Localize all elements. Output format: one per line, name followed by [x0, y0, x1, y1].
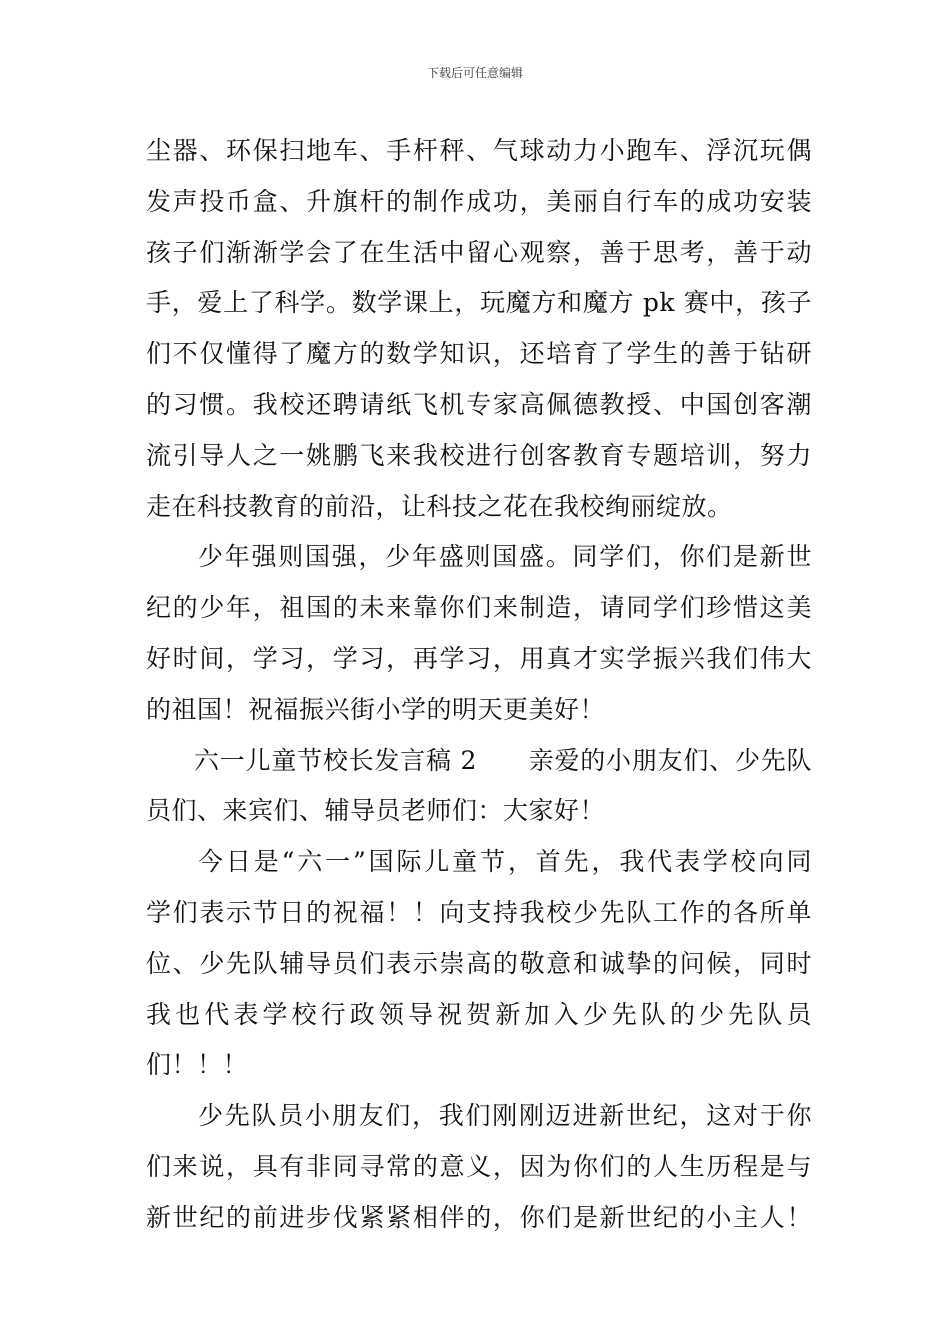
text-line: 的祖国！祝福振兴街小学的明天更美好！	[146, 694, 606, 724]
text-line: 新世纪的前进步伐紧紧相伴的，你们是新世纪的小主人！	[146, 1202, 812, 1232]
text-line: 手，爱上了科学。数学课上，玩魔方和魔方 pk 赛中，孩子	[146, 288, 812, 318]
text-line: 员们、来宾们、辅导员老师们：大家好！	[146, 796, 606, 826]
document-body	[146, 126, 812, 1244]
text-line: 纪的少年，祖国的未来靠你们来制造，请同学们珍惜这美	[146, 593, 812, 623]
text-line: 位、少先队辅导员们表示崇高的敬意和诚挚的问候，同时	[146, 948, 812, 978]
text-line: 尘器、环保扫地车、手杆秤、气球动力小跑车、浮沉玩偶	[146, 136, 812, 165]
text-line: 发声投币盒、升旗杆的制作成功，美丽自行车的成功安装	[146, 186, 812, 216]
text-line: 孩子们渐渐学会了在生活中留心观察，善于思考，善于动	[146, 237, 812, 267]
text-line: 的习惯。我校还聘请纸飞机专家高佩德教授、中国创客潮	[146, 389, 812, 419]
paragraph-start-line: 少先队员小朋友们，我们刚刚迈进新世纪，这对于你	[198, 1101, 812, 1131]
text-line: 学们表示节日的祝福！！向支持我校少先队工作的各所单	[146, 897, 812, 927]
text-line: 我也代表学校行政领导祝贺新加入少先队的少先队员	[146, 999, 812, 1029]
text-line: 走在科技教育的前沿，让科技之花在我校绚丽绽放。	[146, 491, 733, 521]
text-line: 好时间，学习，学习，再学习，用真才实学振兴我们伟大	[146, 643, 812, 673]
text-line: 流引导人之一姚鹏飞来我校进行创客教育专题培训，努力	[146, 440, 812, 470]
section-heading-line: 六一儿童节校长发言稿 2 亲爱的小朋友们、少先队	[194, 745, 812, 775]
text-line: 们！！！	[146, 1050, 249, 1080]
paragraph-start-line: 少年强则国强，少年盛则国盛。同学们，你们是新世	[198, 542, 812, 572]
text-line: 们来说，具有非同寻常的意义，因为你们的人生历程是与	[146, 1151, 812, 1181]
text-line: 们不仅懂得了魔方的数学知识，还培育了学生的善于钻研	[146, 339, 812, 369]
paragraph-start-line: 今日是“六一”国际儿童节，首先，我代表学校向同	[198, 847, 812, 877]
page-header-note: 下载后可任意编辑	[426, 66, 523, 80]
